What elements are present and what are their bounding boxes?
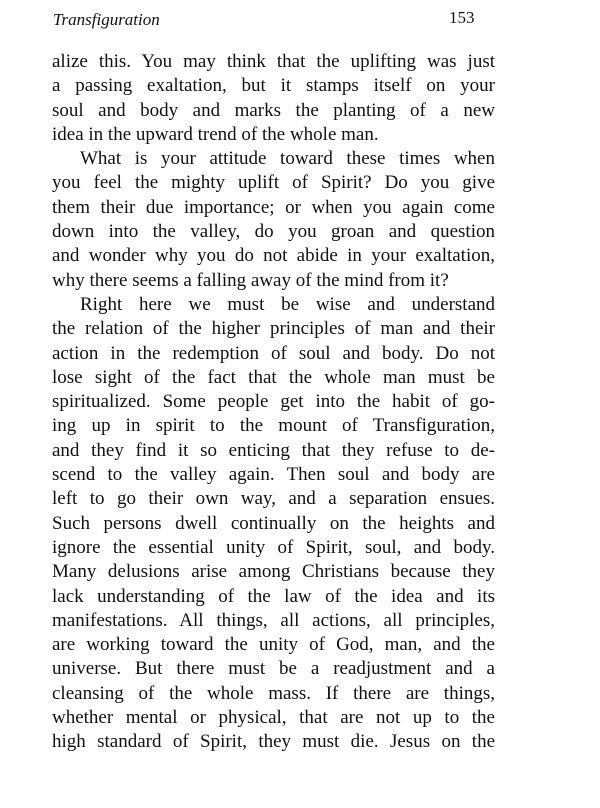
text-line: ing up in spirit to the mount of Transfiguration, <box>52 415 495 437</box>
text-line: you feel the mighty uplift of Spirit? Do you give <box>52 172 495 194</box>
text-line: are working toward the unity of God, man, and the <box>52 634 495 656</box>
text-line: alize this. You may think that the uplifting was just <box>52 51 495 72</box>
text-line: scend to the valley again. Then soul and body are <box>52 464 495 486</box>
body-text <box>52 50 495 755</box>
text-line: universe. But there must be a readjustment and a <box>52 658 495 680</box>
text-line: spiritualized. Some people get into the habit of go- <box>52 391 495 413</box>
text-line: ignore the essential unity of Spirit, soul, and body. <box>52 536 495 558</box>
text-line: down into the valley, do you groan and question <box>52 221 495 243</box>
text-line: left to go their own way, and a separation ensues. <box>52 488 495 510</box>
text-line: the relation of the higher principles of man and their <box>52 318 495 340</box>
text-line: action in the redemption of soul and body. Do not <box>52 342 495 364</box>
text-line: idea in the upward trend of the whole man. <box>52 123 379 145</box>
text-line: soul and body and marks the planting of a new <box>52 99 495 121</box>
text-line: manifestations. All things, all actions, all principles, <box>52 609 495 631</box>
text-line: Many delusions arise among Christians because they <box>52 561 495 583</box>
text-line: Such persons dwell continually on the heights and <box>52 512 495 534</box>
page-number: 153 <box>449 8 475 27</box>
text-line: and they find it so enticing that they refuse to de- <box>52 439 495 461</box>
text-line: a passing exaltation, but it stamps itself on your <box>52 75 495 97</box>
text-line: Right here we must be wise and understand <box>80 293 495 315</box>
text-line: them their due importance; or when you again come <box>52 196 495 218</box>
text-line: What is your attitude toward these times when <box>80 148 495 170</box>
text-line: cleansing of the whole mass. If there are things, <box>52 682 495 704</box>
text-line: high standard of Spirit, they must die. Jesus on the <box>52 731 495 753</box>
chapter-title: Transfiguration <box>53 10 160 29</box>
text-line: whether mental or physical, that are not up to the <box>52 707 495 729</box>
text-line: and wonder why you do not abide in your exaltation, <box>52 245 495 267</box>
text-line: lack understanding of the law of the idea and its <box>52 585 495 607</box>
text-line: lose sight of the fact that the whole man must be <box>52 366 495 388</box>
text-line: why there seems a falling away of the mind from it? <box>52 269 449 291</box>
